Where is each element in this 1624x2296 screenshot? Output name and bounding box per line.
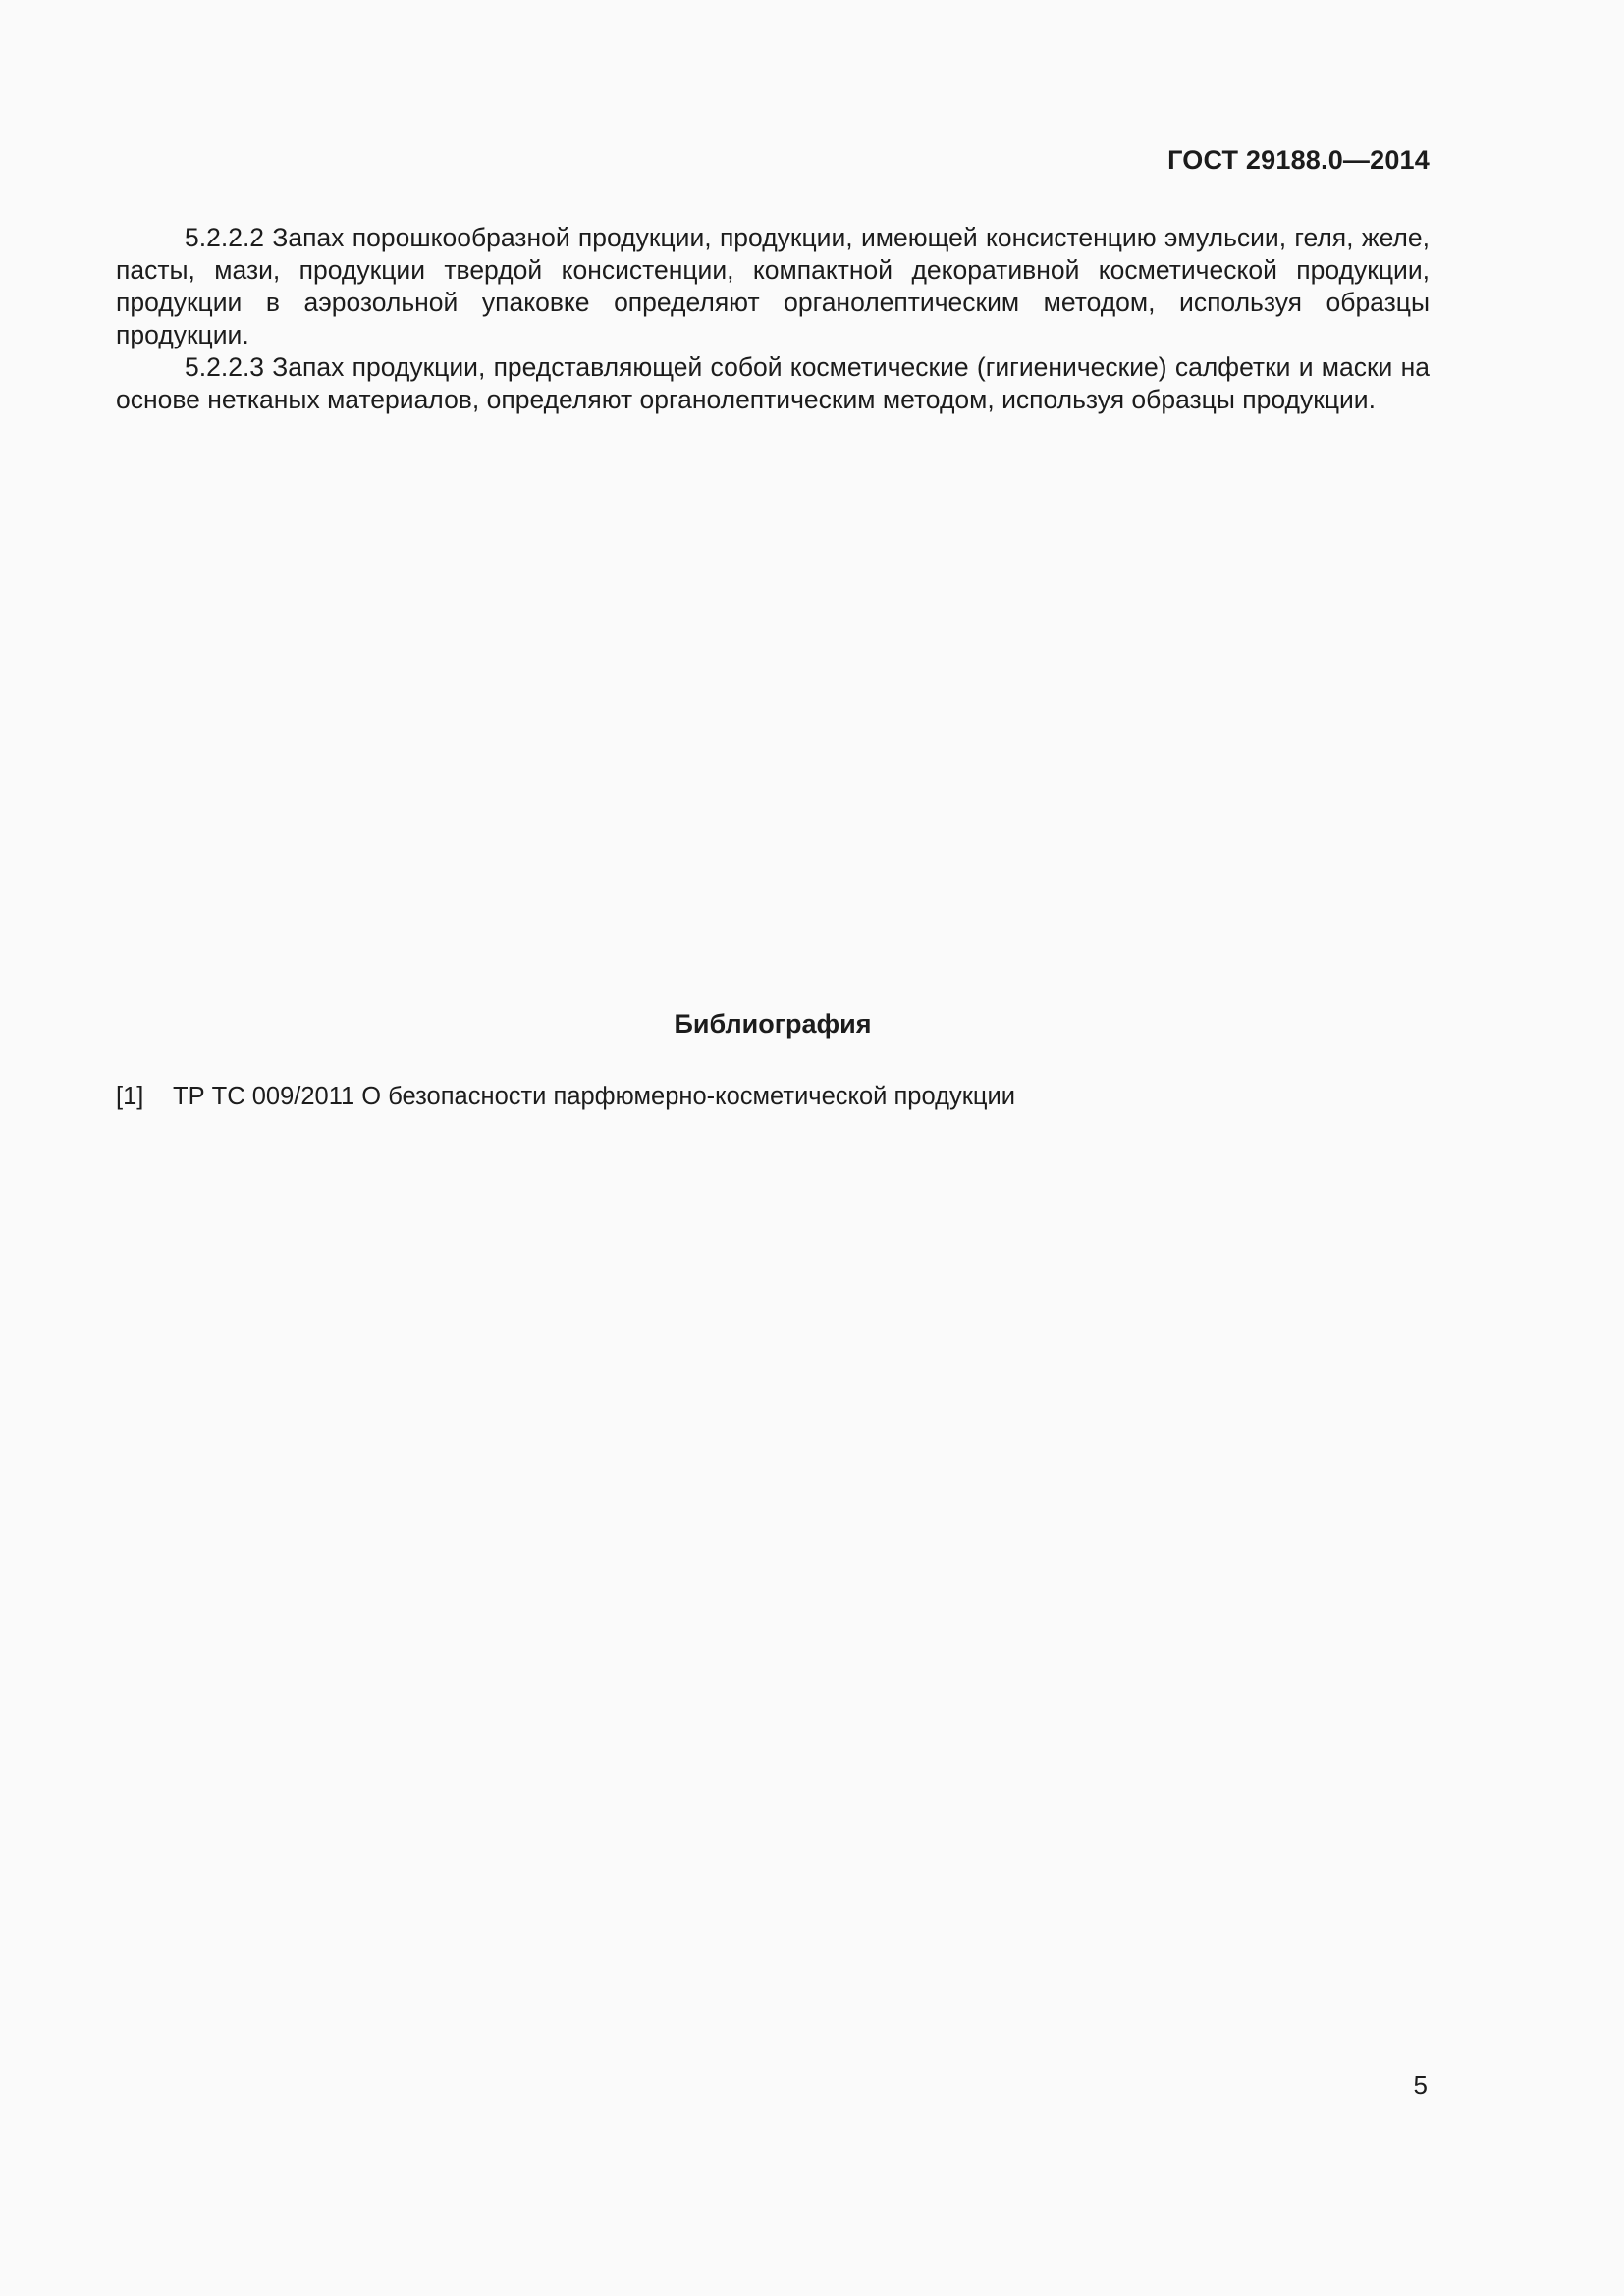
paragraph-5-2-2-3: 5.2.2.3 Запах продукции, представляющей собой косметические (гигиенические) салфетки и маски на основе нетканых материалов, определяют органолептическим методом, используя образцы продукции. [116,352,1430,414]
bibliography-list [116,1081,1430,1113]
paragraph-5-2-2-2: 5.2.2.2 Запах порошкообразной продукции, продукции, имеющей консистенцию эмульсии, геля, желе, пасты, мази, продукции твердой консистенции, компактной декоративной косметической продукции, продукции в аэрозольной упаковке определяют органолептическим методом, используя образцы продукции. [116,223,1430,349]
bibliography-item-number: [1] [116,1083,144,1110]
bibliography-item-text: ТР ТС 009/2011 О безопасности парфюмерно-косметической продукции [173,1083,1015,1110]
bibliography-item [116,1081,1430,1113]
page-number: 5 [1413,2070,1428,2100]
bibliography-title: Библиография [674,1009,872,1039]
document-code: ГОСТ 29188.0—2014 [1167,145,1430,175]
main-text [116,222,1430,416]
